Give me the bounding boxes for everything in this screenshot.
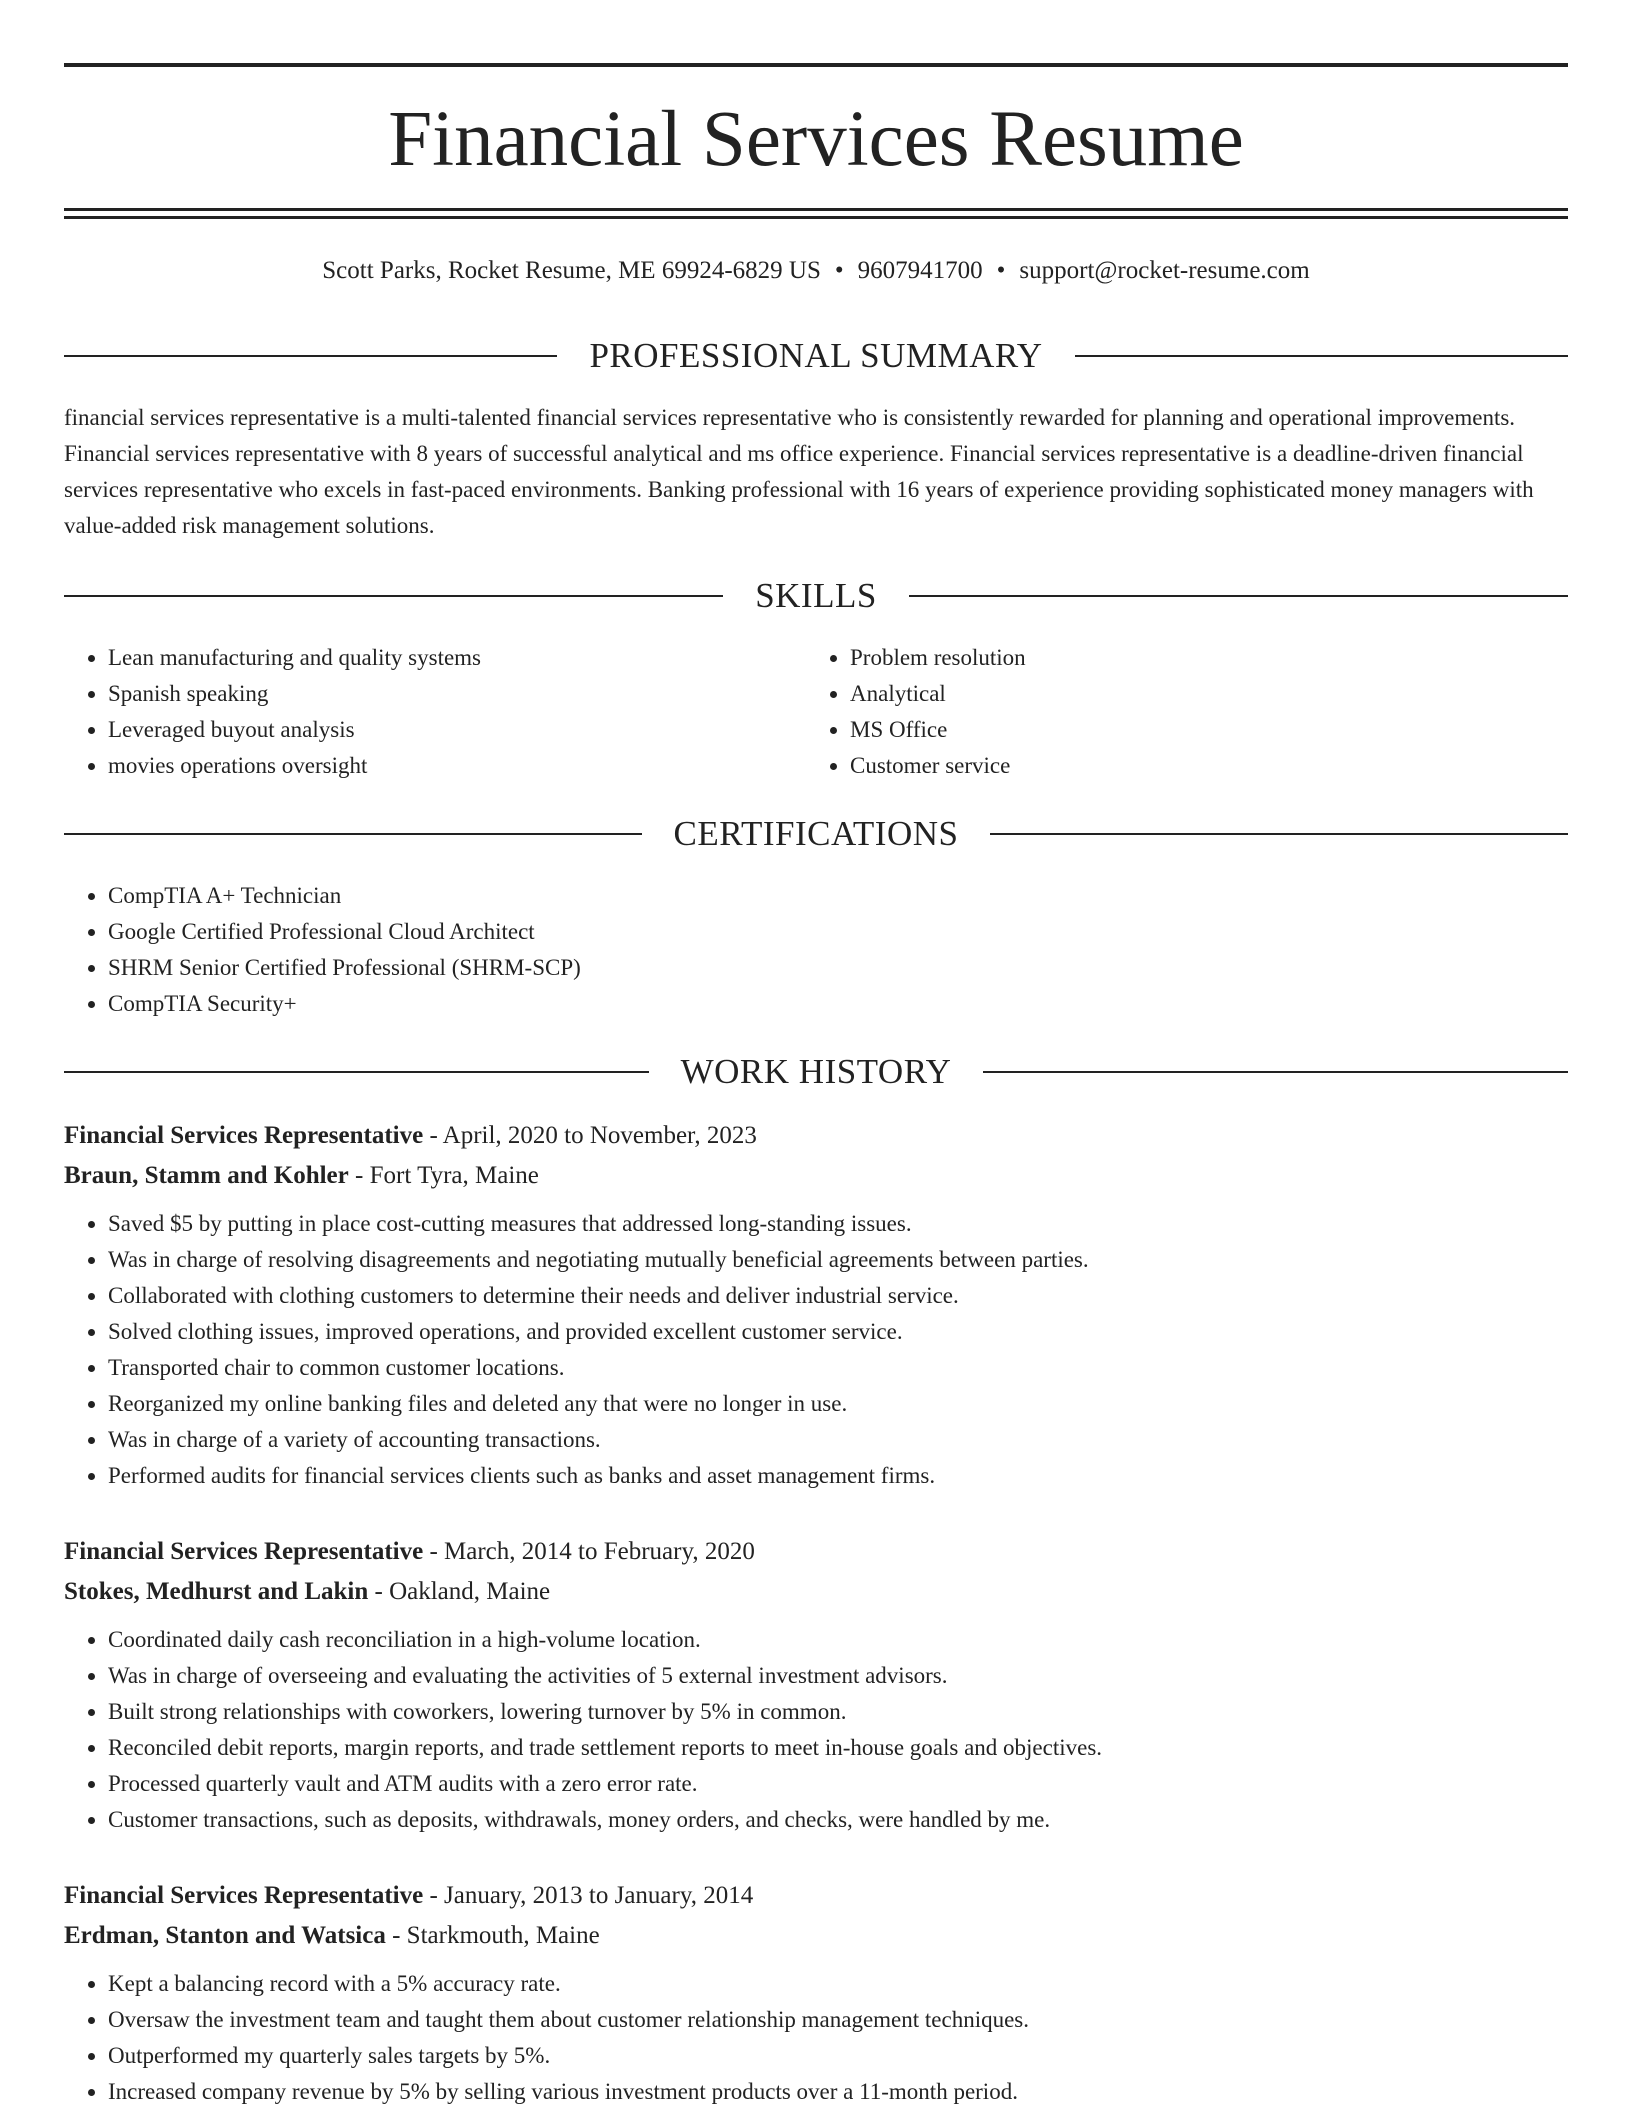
- work-history-heading: [64, 1050, 1568, 1094]
- skills-heading: [64, 574, 1568, 618]
- job-title: Financial Services Representative: [64, 1882, 424, 1909]
- skill-item: • MS Office: [850, 712, 1506, 748]
- contact-separator: •: [834, 257, 844, 284]
- job-bullet: • Oversaw the investment team and taught them about customer relationship management techniques.: [108, 2002, 1568, 2038]
- job-bullet: • Coordinated daily cash reconciliation in a high-volume location.: [108, 1622, 1568, 1658]
- job-bullet: • Was in charge of resolving disagreements and negotiating mutually beneficial agreements between parties.: [108, 1242, 1568, 1278]
- heading-rule: [64, 1071, 649, 1073]
- skill-item: • Analytical: [850, 676, 1506, 712]
- job-bullet: • Was in charge of overseeing and evaluating the activities of 5 external investment advisors.: [108, 1658, 1568, 1694]
- job-entry: [64, 1116, 1568, 1494]
- job-bullet: • Customer transactions, such as deposits, withdrawals, money orders, and checks, were handled by me.: [108, 1802, 1568, 1838]
- skills-left-column: [64, 640, 764, 784]
- job-bullets: [64, 1206, 1568, 1494]
- certification-item: • SHRM Senior Certified Professional (SHRM-SCP): [108, 950, 1568, 986]
- job-bullet: • Kept a balancing record with a 5% accuracy rate.: [108, 1966, 1568, 2002]
- job-bullet: • Collaborated with clothing customers to determine their needs and deliver industrial service.: [108, 1278, 1568, 1314]
- heading-rule: [64, 833, 642, 835]
- job-bullet: • Reconciled debit reports, margin reports, and trade settlement reports to meet in-house goals and objectives.: [108, 1730, 1568, 1766]
- job-company-line: [64, 1572, 1568, 1612]
- job-bullets: [64, 1622, 1568, 1838]
- job-location: - Fort Tyra, Maine: [348, 1162, 539, 1189]
- title-rule-lower: [64, 216, 1568, 219]
- skill-item: • Lean manufacturing and quality systems: [108, 640, 764, 676]
- contact-email: support@rocket-resume.com: [1019, 257, 1310, 284]
- heading-rule: [64, 595, 723, 597]
- job-company: Braun, Stamm and Kohler: [64, 1162, 349, 1189]
- skills-left-list: [64, 640, 764, 784]
- section-title: SKILLS: [755, 576, 877, 615]
- top-rule: [64, 63, 1568, 67]
- job-company-line: [64, 1916, 1568, 1956]
- contact-address: Scott Parks, Rocket Resume, ME 69924-6829 US: [322, 257, 821, 284]
- job-location: - Starkmouth, Maine: [385, 1922, 600, 1949]
- job-dates: - March, 2014 to February, 2020: [423, 1538, 755, 1565]
- job-bullet: • Transported chair to common customer locations.: [108, 1350, 1568, 1386]
- job-company: Erdman, Stanton and Watsica: [64, 1922, 386, 1949]
- summary-text: financial services representative is a multi-talented financial services representative who is consistently rewarded for planning and operational improvements. Financial services representative with 8 years of successful analytical and ms office experience. Financial services representative is a deadline-driven financial services representative who excels in fast-paced environments. Banking professional with 16 years of experience providing sophisticated money managers with value-added risk management solutions.: [64, 405, 1534, 538]
- job-bullet: • Solved clothing issues, improved operations, and provided excellent customer service.: [108, 1314, 1568, 1350]
- job-entry: [64, 1532, 1568, 1838]
- contact-separator: •: [996, 257, 1006, 284]
- resume-title: Financial Services Resume: [388, 96, 1244, 183]
- section-title: PROFESSIONAL SUMMARY: [589, 336, 1043, 375]
- certification-item: • Google Certified Professional Cloud Architect: [108, 914, 1568, 950]
- job-entry: [64, 1876, 1568, 2110]
- job-bullet: • Performed audits for financial services clients such as banks and asset management firms.: [108, 1458, 1568, 1494]
- section-title: WORK HISTORY: [680, 1052, 952, 1091]
- section-title: CERTIFICATIONS: [673, 814, 959, 853]
- skill-item: • Spanish speaking: [108, 676, 764, 712]
- heading-rule: [909, 595, 1568, 597]
- job-title: Financial Services Representative: [64, 1122, 424, 1149]
- certifications-list-wrap: [64, 878, 1568, 1022]
- summary-heading: [64, 334, 1568, 378]
- job-dates: - April, 2020 to November, 2023: [423, 1122, 757, 1149]
- skills-right-list: [806, 640, 1506, 784]
- skills-right-column: [806, 640, 1506, 784]
- job-bullet: • Was in charge of a variety of accounting transactions.: [108, 1422, 1568, 1458]
- job-title-line: [64, 1116, 1568, 1156]
- job-title: Financial Services Representative: [64, 1538, 424, 1565]
- heading-rule: [1075, 355, 1568, 357]
- skill-item: • Customer service: [850, 748, 1506, 784]
- title-rule-upper: [64, 208, 1568, 211]
- job-title-line: [64, 1532, 1568, 1572]
- skill-item: • Problem resolution: [850, 640, 1506, 676]
- job-bullet: • Saved $5 by putting in place cost-cutting measures that addressed long-standing issues.: [108, 1206, 1568, 1242]
- heading-rule: [64, 355, 557, 357]
- job-location: - Oakland, Maine: [368, 1578, 551, 1605]
- contact-phone: 9607941700: [857, 257, 983, 284]
- skill-item: • Leveraged buyout analysis: [108, 712, 764, 748]
- heading-rule: [983, 1071, 1568, 1073]
- job-bullets: [64, 1966, 1568, 2110]
- job-company-line: [64, 1156, 1568, 1196]
- certifications-list: [64, 878, 1568, 1022]
- job-bullet: • Increased company revenue by 5% by selling various investment products over a 11-month period.: [108, 2074, 1568, 2110]
- skill-item: • movies operations oversight: [108, 748, 764, 784]
- job-dates: - January, 2013 to January, 2014: [423, 1882, 754, 1909]
- certifications-heading: [64, 812, 1568, 856]
- job-bullet: • Processed quarterly vault and ATM audits with a zero error rate.: [108, 1766, 1568, 1802]
- job-title-line: [64, 1876, 1568, 1916]
- certification-item: • CompTIA Security+: [108, 986, 1568, 1022]
- job-bullet: • Reorganized my online banking files and deleted any that were no longer in use.: [108, 1386, 1568, 1422]
- job-bullet: • Outperformed my quarterly sales targets by 5%.: [108, 2038, 1568, 2074]
- heading-rule: [990, 833, 1568, 835]
- job-bullet: • Built strong relationships with coworkers, lowering turnover by 5% in common.: [108, 1694, 1568, 1730]
- contact-line: [64, 254, 1568, 288]
- job-company: Stokes, Medhurst and Lakin: [64, 1578, 369, 1605]
- certification-item: • CompTIA A+ Technician: [108, 878, 1568, 914]
